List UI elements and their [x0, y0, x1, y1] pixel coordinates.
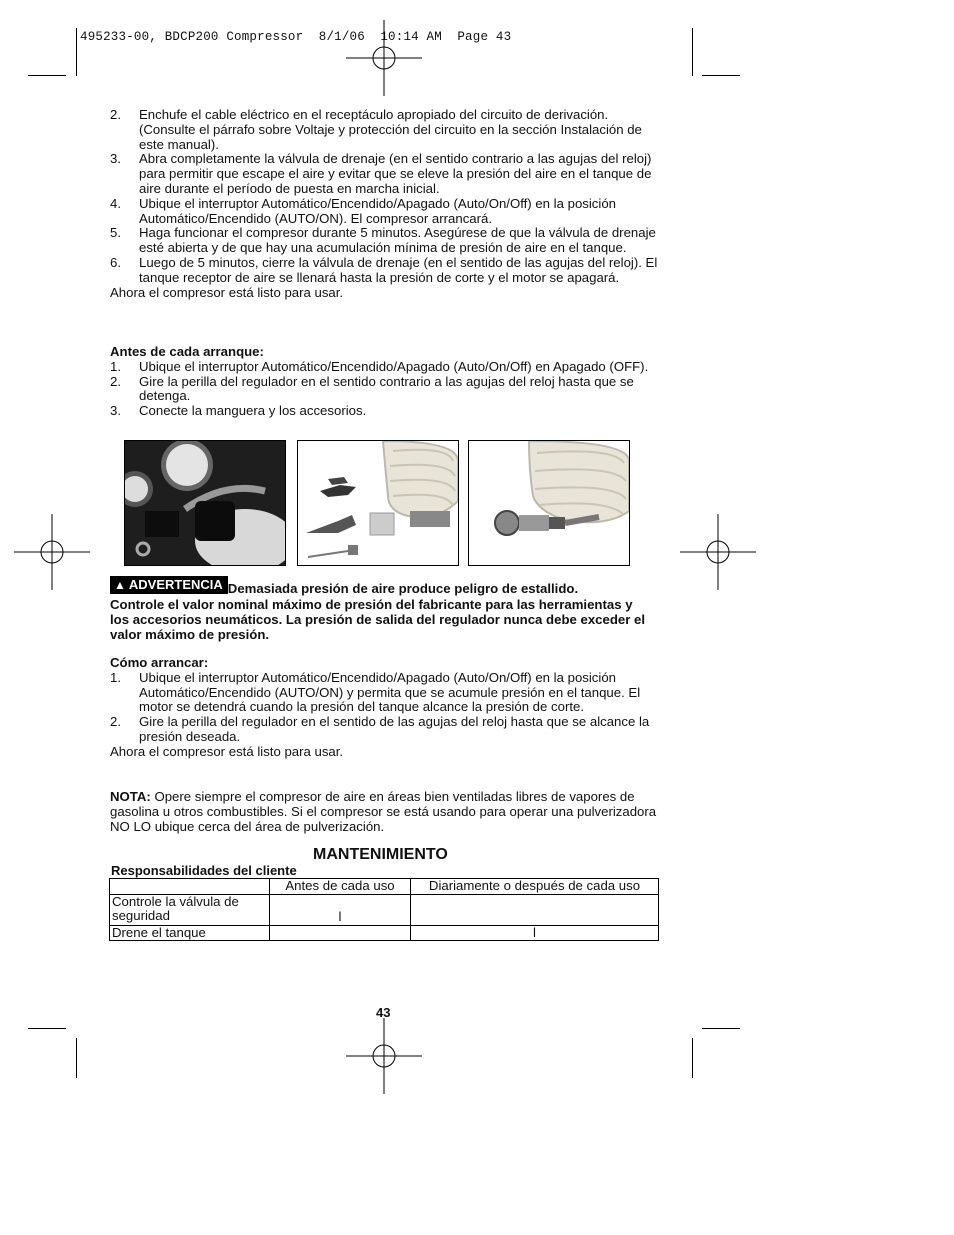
maintenance-table [109, 878, 659, 941]
list-item: 2. Enchufe el cable eléctrico en el receptáculo apropiado del circuito de derivación. (Consulte el párrafo sobre Voltaje y protección del circuito en la sección Instalación de este manual). [110, 107, 642, 152]
task-cell: Drene el tanque [110, 925, 270, 941]
list-item: 3. Conecte la manguera y los accesorios. [110, 403, 367, 419]
print-slug: 495233-00, BDCP200 Compressor 8/1/06 10:14 AM Page 43 [80, 30, 512, 44]
warning-block [110, 576, 650, 642]
registration-mark-right [680, 514, 756, 590]
registration-mark-top [346, 20, 422, 96]
table-row [110, 894, 659, 925]
registration-mark-left [14, 514, 90, 590]
responsibilities-heading: Responsabilidades del cliente [111, 863, 297, 878]
coupler-photo [468, 440, 630, 566]
page-number: 43 [376, 1005, 391, 1020]
crop-mark [692, 28, 693, 76]
accessories-image [298, 441, 458, 565]
warning-badge: ▲ ADVERTENCIA [110, 576, 228, 594]
warning-triangle-icon: ▲ [114, 578, 126, 592]
note-block [110, 790, 660, 834]
regulator-photo [124, 440, 286, 566]
daily-cell [411, 894, 659, 925]
how-to-start-section [110, 656, 658, 760]
note-label: NOTA: [110, 789, 151, 804]
crop-mark [702, 75, 740, 76]
table-header-cell: Antes de cada uso [270, 879, 411, 895]
list-item: 3. Abra completamente la válvula de drenaje (en el sentido contrario a las agujas del reloj) para permitir que escape el aire y evitar que se eleve la presión del aire en el tanque de aire durante el período de puesta en marcha inicial. [110, 151, 652, 196]
before-use-cell [270, 925, 411, 941]
before-start-section [110, 345, 658, 419]
crop-mark [76, 28, 77, 76]
section-heading: Antes de cada arranque: [110, 344, 264, 359]
section-heading: Cómo arrancar: [110, 655, 209, 670]
list-item: 4. Ubique el interruptor Automático/Encendido/Apagado (Auto/On/Off) en la posición Automático/Encendido (AUTO/ON). El compresor arrancará. [110, 195, 616, 226]
table-row [110, 925, 659, 941]
warning-lead: Demasiada presión de aire produce peligro de estallido. [227, 581, 579, 596]
maintenance-title: MANTENIMIENTO [313, 846, 448, 863]
ready-text: Ahora el compresor está listo para usar. [110, 743, 344, 759]
ready-text: Ahora el compresor está listo para usar. [110, 284, 344, 300]
coupler-image [469, 441, 629, 565]
crop-mark [28, 75, 66, 76]
table-header-cell [110, 879, 270, 895]
crop-mark [28, 1028, 66, 1029]
list-item: 1. Ubique el interruptor Automático/Encendido/Apagado (Auto/On/Off) en la posición Automático/Encendido (AUTO/ON) y permita que se acumule presión en el tanque. El motor se detendrá cuando la presión del tanque alcance la presión de corte. [110, 669, 641, 715]
list-item: 1. Ubique el interruptor Automático/Encendido/Apagado (Auto/On/Off) en Apagado (OFF). [110, 358, 649, 374]
list-item: 6. Luego de 5 minutos, cierre la válvula de drenaje (en el sentido de las agujas del reloj). El tanque receptor de aire se llenará hasta la presión de corte y el motor se apagará. [110, 254, 658, 285]
task-cell: Controle la válvula de seguridad [110, 894, 270, 925]
table-header-cell: Diariamente o después de cada uso [411, 879, 659, 895]
crop-mark [692, 1038, 693, 1078]
regulator-image [125, 441, 285, 565]
accessories-photo [297, 440, 459, 566]
registration-mark-bottom [346, 1018, 422, 1094]
list-item: 2. Gire la perilla del regulador en el sentido de las agujas del reloj hasta que se alcance la presión deseada. [110, 714, 650, 744]
list-item: 2. Gire la perilla del regulador en el sentido contrario a las agujas del reloj hasta que se detenga. [110, 373, 634, 404]
warning-text: Controle el valor nominal máximo de presión del fabricante para las herramientas y los accesorios neumáticos. La presión de salida del regulador nunca debe exceder el valor máximo de presión. [110, 597, 646, 642]
before-use-cell: l [270, 894, 411, 925]
startup-steps [110, 108, 658, 300]
crop-mark [76, 1038, 77, 1078]
list-item: 5. Haga funcionar el compresor durante 5 minutos. Asegúrese de que la válvula de drenaje esté abierta y de que hay una acumulación mínima de presión de aire en el tanque. [110, 225, 656, 256]
table-header-row [110, 879, 659, 895]
daily-cell: l [411, 925, 659, 941]
crop-mark [702, 1028, 740, 1029]
note-text: Opere siempre el compresor de aire en áreas bien ventiladas libres de vapores de gasolina u otros combustibles. Si el compresor se está usando para operar una pulverizadora NO LO ubique cerca del área de pulverización. [110, 789, 657, 834]
